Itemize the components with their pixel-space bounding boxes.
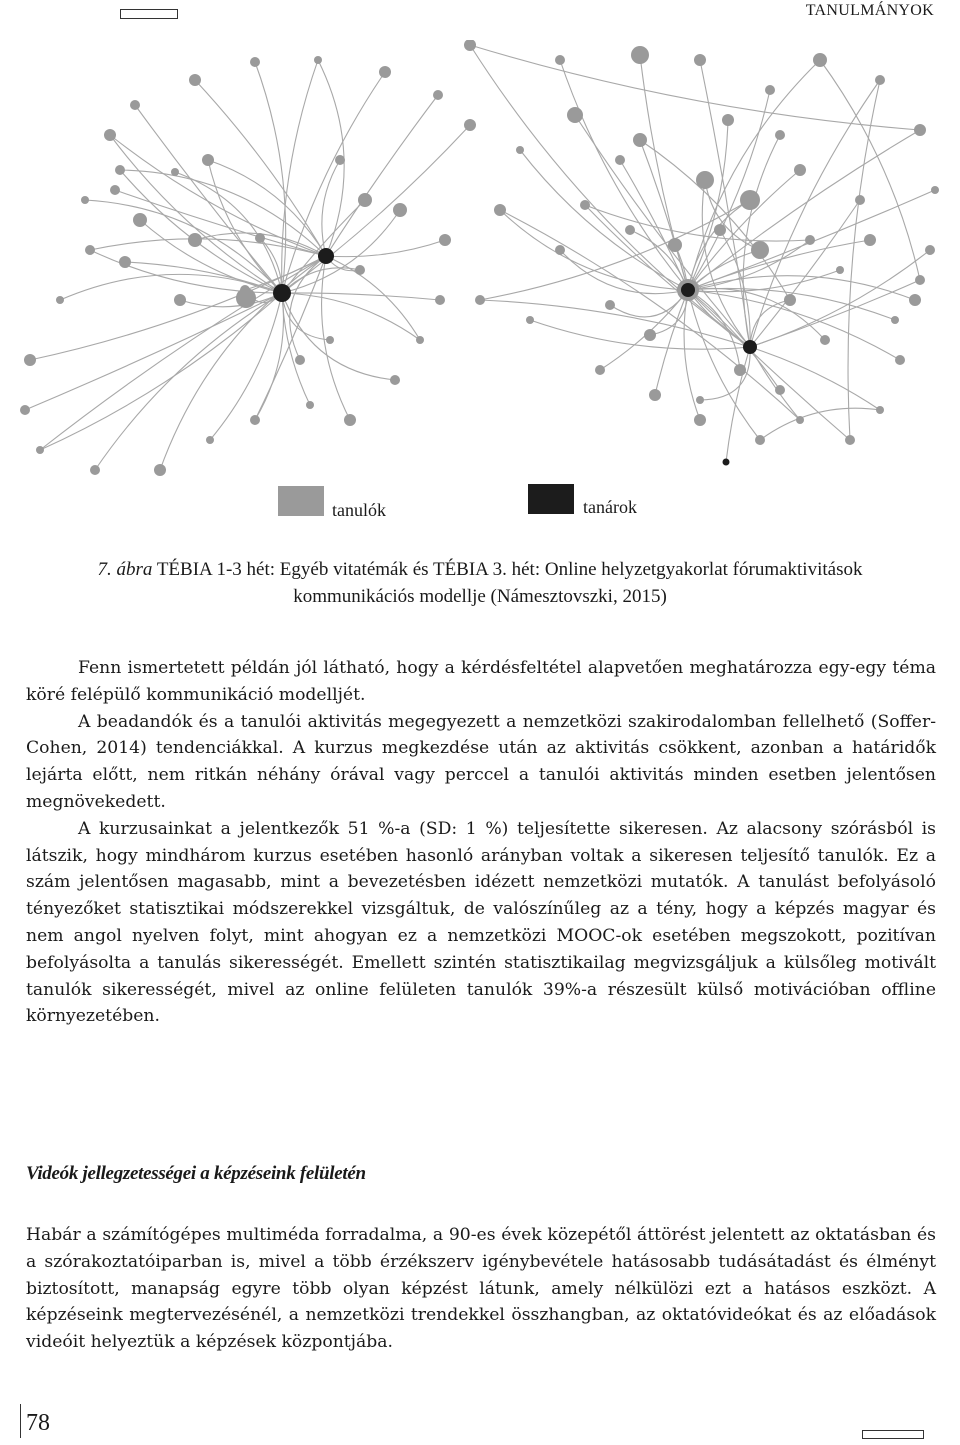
- student-node: [694, 54, 706, 66]
- legend-students-label: tanulók: [332, 500, 386, 520]
- student-node: [379, 66, 391, 78]
- student-node: [845, 435, 855, 445]
- network-edge: [760, 408, 880, 440]
- student-node: [250, 57, 260, 67]
- student-node: [836, 266, 844, 274]
- student-node: [90, 465, 100, 475]
- student-node: [464, 40, 476, 51]
- student-node: [433, 90, 443, 100]
- student-node: [104, 129, 116, 141]
- network-edge: [85, 200, 282, 293]
- student-node: [526, 316, 534, 324]
- student-node: [931, 186, 939, 194]
- student-node: [344, 414, 356, 426]
- network-edge: [688, 290, 850, 440]
- student-node: [20, 405, 30, 415]
- student-node: [555, 55, 565, 65]
- student-node: [740, 190, 760, 210]
- network-edge: [110, 135, 282, 293]
- student-node: [314, 56, 322, 64]
- student-node: [295, 355, 305, 365]
- figure-caption-text: TÉBIA 1-3 hét: Egyéb vitatémák és TÉBIA 3. hét: Online helyzetgyakorlat fórumaktivitások kommunikációs modellje (Námesztovszki, 2015): [156, 559, 863, 607]
- teacher-node: [743, 340, 757, 354]
- footer-ornament: [862, 1430, 924, 1439]
- student-node: [625, 225, 635, 235]
- network-edge: [326, 240, 445, 257]
- student-node: [390, 375, 400, 385]
- student-node: [250, 415, 260, 425]
- network-edge: [208, 160, 326, 256]
- student-node: [464, 119, 476, 131]
- student-node: [813, 53, 827, 67]
- network-edge: [255, 256, 326, 420]
- student-node: [133, 213, 147, 227]
- student-node: [631, 46, 649, 64]
- network-edge: [195, 80, 326, 256]
- student-node: [805, 235, 815, 245]
- student-node: [189, 74, 201, 86]
- folio-rule: [20, 1404, 21, 1438]
- student-node: [784, 294, 796, 306]
- network-edge: [208, 160, 282, 293]
- student-node: [668, 238, 682, 252]
- student-node: [56, 296, 64, 304]
- paragraph: A beadandók és a tanulói aktivitás megegyezett a nemzetközi szakirodalomban fellelhető (Soffer-Cohen, 2014) tendenciákkal. A kurzus megkezdése után az aktivitás csökkent, azonban a határidők lejárta előtt, nem ritkán néhány órával vagy perccel a tanulói aktivitás minden esetben jelentősen megnövekedett.: [26, 711, 936, 812]
- figure-caption: [40, 556, 920, 610]
- teacher-node: [273, 284, 291, 302]
- student-node: [696, 396, 704, 404]
- student-node: [335, 155, 345, 165]
- network-figure: [0, 40, 960, 480]
- teacher-node: [681, 283, 695, 297]
- student-node: [895, 355, 905, 365]
- student-node: [154, 464, 166, 476]
- network-edge: [282, 293, 395, 380]
- network-edge: [210, 293, 282, 440]
- running-head: TANULMÁNYOK: [805, 2, 934, 19]
- student-node: [567, 107, 583, 123]
- network-edge: [848, 80, 880, 440]
- student-node: [255, 233, 265, 243]
- student-node: [915, 275, 925, 285]
- page-number: 78: [26, 1410, 50, 1436]
- network-edge: [282, 60, 318, 293]
- student-node: [820, 335, 830, 345]
- network-edge: [282, 293, 420, 340]
- paragraph: A kurzusainkat a jelentkezők 51 %-a (SD: 1 %) teljesítette sikeresen. Az alacsony szórásból is látszik, hogy mindhárom kurzus esetében hasonló arányban voltak a sikeresen teljesítő tanulók. Ez a szám jelentősen magasabb, mint a bevezetésben idézett nemzetközi mutatók. A tanulást befolyásoló tényezőket statisztikai módszerekkel vizsgáltuk, de valószínűleg az a tény, hogy a képzés magyar és nem angol nyelven folyt, mint ahogyan ez a nemzetközi MOOC-ok esetében megszokott, pozitívan befolyásolta a tanulás sikerességét. Emellett szintén statisztikailag megvizsgáljuk a külsőleg motivált tanulók sikerességét, mivel az online felületen tanulók 39%-a részesült külső motivációban offline környezetében.: [26, 818, 936, 1027]
- network-edge: [530, 320, 750, 349]
- student-node: [615, 155, 625, 165]
- student-node: [174, 294, 186, 306]
- network-edge: [110, 135, 326, 256]
- network-edge: [282, 293, 440, 300]
- network-edge: [90, 250, 282, 293]
- student-node: [875, 75, 885, 85]
- student-node: [236, 288, 256, 308]
- student-node: [775, 385, 785, 395]
- legend-teachers-label: tanárok: [583, 497, 637, 517]
- student-node: [794, 164, 806, 176]
- paragraph: Habár a számítógépes multiméda forradalma, a 90-es évek közepétől áttörést jelentett az oktatásban és a szórakoztatóiparban is, mivel a több érzékszerv igénybevétele hatásosabb tudásátadást és élményt biztosított, manapság egyre több olyan képzést látunk, amely nélkülözi ezt a hatásos eszközt. A képzéseink megtervezésénél, a nemzetközi trendekkel összhangban, az oktatóvideókat és az előadások videóit helyeztük a képzések központjába.: [26, 1225, 936, 1353]
- network-edge: [750, 250, 930, 347]
- teacher-node: [723, 459, 730, 466]
- student-node: [796, 416, 804, 424]
- student-node: [751, 241, 769, 259]
- student-node: [696, 171, 714, 189]
- student-node: [416, 336, 424, 344]
- student-node: [81, 196, 89, 204]
- student-node: [855, 195, 865, 205]
- student-node: [306, 401, 314, 409]
- student-node: [171, 168, 179, 176]
- section-heading: Videók jellegzetességei a képzéseink felületén: [26, 1163, 366, 1184]
- network-edge: [750, 280, 920, 347]
- network-edge: [90, 239, 326, 256]
- student-node: [188, 233, 202, 247]
- student-node: [36, 446, 44, 454]
- student-node: [85, 245, 95, 255]
- body-text: [26, 655, 936, 1030]
- student-node: [714, 224, 726, 236]
- header-ornament: [120, 9, 178, 19]
- student-node: [891, 316, 899, 324]
- student-node: [925, 245, 935, 255]
- network-edge: [750, 200, 860, 347]
- student-node: [775, 130, 785, 140]
- paragraph: Fenn ismertetett példán jól látható, hogy a kérdésfeltétel alapvetően meghatározza egy-egy téma köré felépülő kommunikáció modelljét.: [26, 658, 936, 705]
- student-node: [722, 114, 734, 126]
- student-node: [358, 193, 372, 207]
- network-edge: [640, 140, 688, 290]
- student-node: [393, 203, 407, 217]
- student-node: [494, 204, 506, 216]
- legend-teachers-swatch: [528, 484, 574, 514]
- network-edge: [95, 293, 282, 470]
- student-node: [115, 165, 125, 175]
- student-node: [876, 406, 884, 414]
- student-node: [909, 294, 921, 306]
- student-node: [765, 85, 775, 95]
- network-edge: [726, 347, 750, 462]
- network-edge: [282, 210, 400, 293]
- network-edge: [688, 290, 780, 390]
- student-node: [326, 336, 334, 344]
- network-edge: [560, 60, 688, 290]
- section-body: [26, 1222, 936, 1356]
- student-node: [649, 389, 661, 401]
- student-node: [439, 234, 451, 246]
- teacher-node: [318, 248, 334, 264]
- student-node: [119, 256, 131, 268]
- student-node: [734, 364, 746, 376]
- student-node: [694, 414, 706, 426]
- network-edge: [655, 290, 688, 395]
- student-node: [595, 365, 605, 375]
- student-node: [633, 133, 647, 147]
- student-node: [110, 185, 120, 195]
- legend-students-swatch: [278, 486, 324, 516]
- network-edge: [500, 210, 800, 420]
- network-edge: [120, 170, 282, 293]
- network-edge: [750, 80, 880, 347]
- student-node: [555, 245, 565, 255]
- student-node: [864, 234, 876, 246]
- student-node: [475, 295, 485, 305]
- student-node: [580, 200, 590, 210]
- student-node: [206, 436, 214, 444]
- student-node: [202, 154, 214, 166]
- student-node: [644, 329, 656, 341]
- student-node: [355, 265, 365, 275]
- network-edge: [480, 300, 750, 347]
- network-edge: [322, 256, 350, 420]
- figure-caption-label: 7. ábra: [97, 559, 153, 580]
- student-node: [130, 100, 140, 110]
- student-node: [755, 435, 765, 445]
- student-node: [24, 354, 36, 366]
- student-node: [605, 300, 615, 310]
- student-node: [914, 124, 926, 136]
- student-node: [435, 295, 445, 305]
- student-node: [516, 146, 524, 154]
